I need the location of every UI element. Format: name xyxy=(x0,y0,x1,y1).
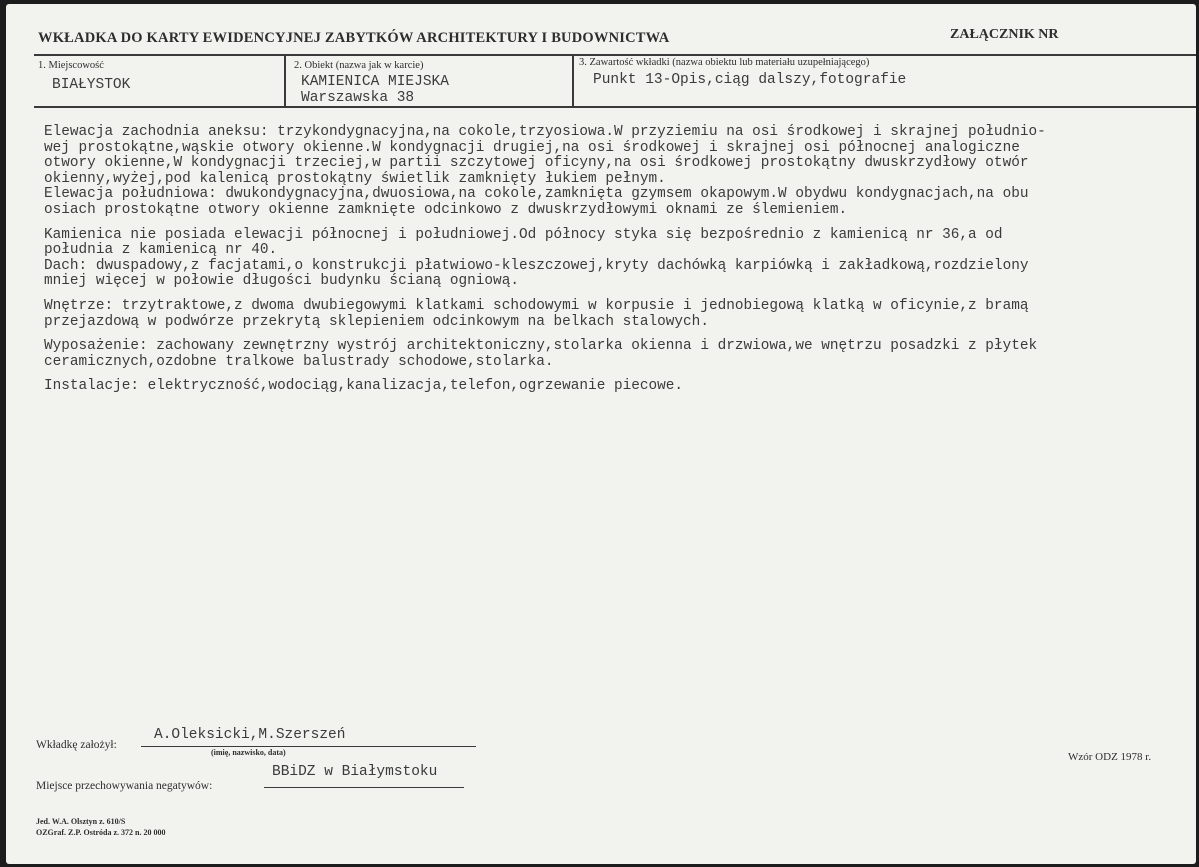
author-underline xyxy=(141,746,476,747)
paragraph-roof xyxy=(44,228,1194,290)
negatives-location-label: Miejsce przechowywania negatywów: xyxy=(36,780,213,792)
field-divider-2 xyxy=(572,54,574,107)
text-line: południa z kamienicą nr 40. xyxy=(44,242,278,259)
contents-label: 3. Zawartość wkładki (nazwa obiektu lub materiału uzupełniającego) xyxy=(579,57,870,68)
negatives-underline xyxy=(264,787,464,788)
text-line: Wnętrze: trzytraktowe,z dwoma dwubiegowymi klatkami schodowymi w korpusie i jednobiegową klatką w oficynie,z bramą xyxy=(44,297,1029,314)
contents-value: Punkt 13-Opis,ciąg dalszy,fotografie xyxy=(593,72,907,88)
printer-info-line-2: OZGraf. Z.P. Ostróda z. 372 n. 20 000 xyxy=(36,828,166,837)
text-line: ceramicznych,ozdobne tralkowe balustrady schodowe,stolarka. xyxy=(44,353,554,370)
text-line: Wyposażenie: zachowany zewnętrzny wystrój architektoniczny,stolarka okienna i drzwiowa,we wnętrzu posadzki z płytek xyxy=(44,338,1038,355)
locality-label: 1. Miejscowość xyxy=(38,60,104,71)
text-line: okienny,wyżej,pod kalenicą prostokątny świetlik zamknięty łukiem pełnym. xyxy=(44,170,666,187)
text-line: otwory okienne,W kondygnacji trzeciej,w partii szczytowej oficyny,na osi środkowej prostokątny dwuskrzydłowy otwór xyxy=(44,155,1029,172)
negatives-location-value: BBiDZ w Białymstoku xyxy=(272,764,438,780)
form-title: WKŁADKA DO KARTY EWIDENCYJNEJ ZABYTKÓW ARCHITEKTURY I BUDOWNICTWA xyxy=(38,30,670,46)
author-label: Wkładkę założył: xyxy=(36,739,117,751)
inventory-card-insert xyxy=(6,4,1196,864)
text-line: wej prostokątne,wąskie otwory okienne.W kondygnacji drugiej,na osi środkowej i skrajnej osi północnej analogiczne xyxy=(44,139,1020,156)
object-address-value: Warszawska 38 xyxy=(301,90,415,106)
header-top-rule xyxy=(34,54,1196,56)
paragraph-facades xyxy=(44,125,1194,219)
printer-info-line-1: Jed. W.A. Olsztyn z. 610/S xyxy=(36,817,126,826)
form-model-id: Wzór ODZ 1978 r. xyxy=(1068,751,1152,763)
text-line: Dach: dwuspadowy,z facjatami,o konstrukcji płatwiowo-kleszczowej,kryty dachówką karpiówką i zakładkową,rozdzielony xyxy=(44,257,1029,274)
text-line: Kamienica nie posiada elewacji północnej i południowej.Od północy styka się bezpośrednio z kamienicą nr 36,a od xyxy=(44,226,1003,243)
text-line: Elewacja zachodnia aneksu: trzykondygnacyjna,na cokole,trzyosiowa.W przyziemiu na osi środkowej i skrajnej południo- xyxy=(44,124,1046,140)
annex-number-label: ZAŁĄCZNIK NR xyxy=(950,27,1059,42)
paragraph-furnishings xyxy=(44,339,1194,370)
paragraph-installations xyxy=(44,379,1194,395)
text-line: osiach prostokątne otwory okienne zamknięte odcinkowo z dwuskrzydłowymi oknami ze ślemieniem. xyxy=(44,201,848,218)
description-body xyxy=(44,125,1194,404)
text-line: Instalacje: elektryczność,wodociąg,kanalizacja,telefon,ogrzewanie piecowe. xyxy=(44,378,684,395)
locality-value: BIAŁYSTOK xyxy=(52,77,131,93)
author-field-hint: (imię, nazwisko, data) xyxy=(211,748,286,757)
header-bottom-rule xyxy=(34,106,1196,108)
paragraph-interior xyxy=(44,299,1194,330)
author-value: A.Oleksicki,M.Szerszeń xyxy=(154,727,346,743)
field-divider-1 xyxy=(284,54,286,107)
object-label: 2. Obiekt (nazwa jak w karcie) xyxy=(294,60,424,71)
text-line: przejazdową w podwórze przekrytą sklepieniem odcinkowym na belkach stalowych. xyxy=(44,313,709,330)
object-name-value: KAMIENICA MIEJSKA xyxy=(301,74,449,90)
text-line: Elewacja południowa: dwukondygnacyjna,dwuosiowa,na cokole,zamknięta gzymsem okapowym.W obydwu kondygnacjach,na obu xyxy=(44,186,1029,203)
text-line: mniej więcej w połowie długości budynku ścianą ogniową. xyxy=(44,273,519,290)
